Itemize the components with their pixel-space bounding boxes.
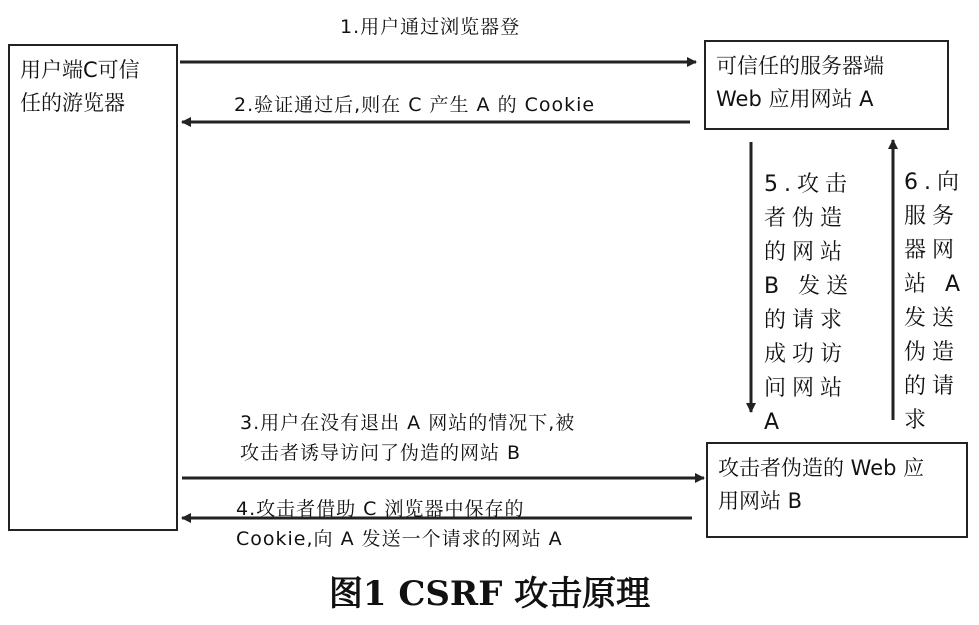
- trusted-server-label: 可信任的服务器端 Web 应用网站 A: [716, 54, 884, 111]
- attacker-site-label: 攻击者伪造的 Web 应 用网站 B: [718, 456, 925, 513]
- figure-caption: 图1 CSRF 攻击原理: [328, 574, 651, 614]
- step1-label: 1.用户通过浏览器登: [340, 16, 521, 38]
- step5-label: 5.攻击 者伪造 的网站 B 发送 的请求 成功访 问网站 A: [764, 172, 855, 435]
- step4-label: 4.攻击者借助 C 浏览器中保存的 Cookie,向 A 发送一个请求的网站 A: [236, 498, 563, 550]
- step6-label: 6.向 服务 器网 站 A 发送 伪造 的请 求: [904, 170, 967, 433]
- client-browser-label: 用户端C可信 任的游览器: [20, 58, 140, 115]
- step2-label: 2.验证通过后,则在 C 产生 A 的 Cookie: [234, 94, 596, 116]
- step3-label: 3.用户在没有退出 A 网站的情况下,被 攻击者诱导访问了伪造的网站 B: [240, 412, 576, 464]
